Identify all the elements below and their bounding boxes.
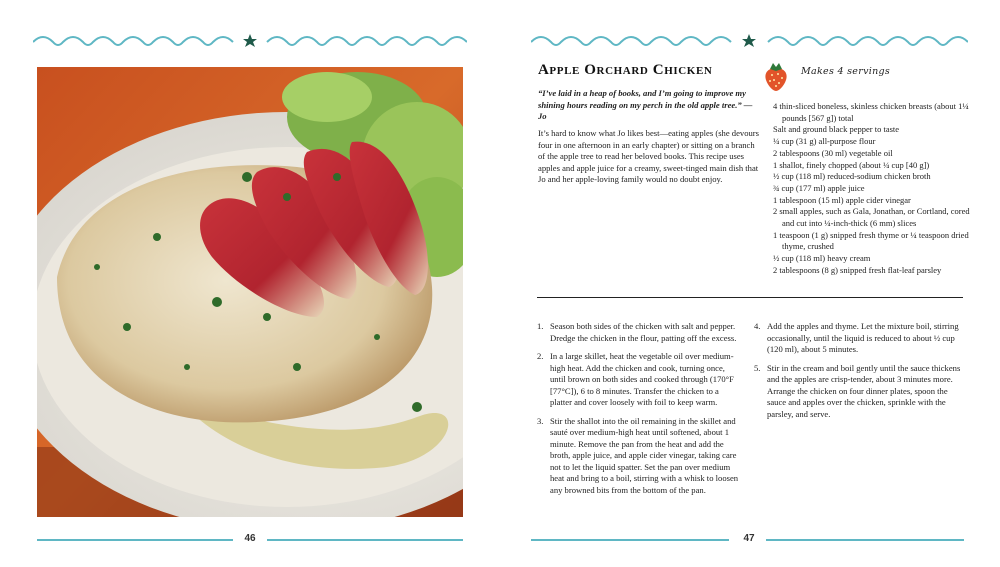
ingredient-item: ½ cup (118 ml) reduced-sodium chicken broth [773,171,931,182]
step-text: Add the apples and thyme. Let the mixture boil, stirring occasionally, until the liquid is reduced to about ½ cup (120 ml), about 5 minutes. [767,321,959,354]
step-text: Stir the shallot into the oil remaining in the skillet and sauté over medium-high heat until softened, about 1 minute. Remove the pan from the heat and add the broth, apple juice, and apple cider vinegar, taking care not to let the liquid spatter. Set the pan over medium heat and bring to a boil, stirring with a whisk to loosen any browned bits from the bottom of the pan. [550,415,739,495]
footer-rule-right-a [531,539,729,541]
ingredient-list [773,101,973,277]
ingredient-item: ½ cup (118 ml) heavy cream [773,253,871,264]
ingredient-item: 1 shallot, finely chopped (about ¼ cup [40 g]) [773,159,930,170]
ingredient-item: ¼ cup (31 g) all-purpose flour [773,136,876,147]
swirl-ornament-icon [33,30,467,52]
ingredient-item: ¾ cup (177 ml) apple juice [773,182,865,193]
recipe-intro: It’s hard to know what Jo likes best—eating apples (she devours four in one afternoon in an early chapter) or sitting on a branch of the apple tree to read her beloved books. This recipe uses apples and apple juice for a creamy, sweet-tinged main dish that Jo and her apple-loving family would no doubt enjoy. [538,128,760,185]
footer-rule-right-b [766,539,964,541]
swirl-ornament-icon [531,30,968,52]
step-text: In a large skillet, heat the vegetable oil over medium-high heat. Add the chicken and cook, turning once, until brown on both sides and cooked through (170°F [77°C]), 6 to 8 minutes. Transfer the chicken to a platter and cover loosely with foil to keep warm. [550,351,734,407]
ingredient-item: 1 teaspoon (1 g) snipped fresh thyme or ¼ teaspoon dried thyme, crushed [773,229,969,252]
instruction-step [754,321,964,356]
recipe-quote: “I’ve laid in a heap of books, and I’m going to improve my shining hours reading on my perch in the old apple tree.” —Jo [538,88,753,121]
step-text: Season both sides of the chicken with salt and pepper. Dredge the chicken in the flour, patting off the excess. [550,321,737,343]
instruction-step [537,351,742,409]
step-number: 3. [537,415,544,426]
instruction-column-1 [537,321,742,503]
step-number: 4. [754,321,761,331]
instruction-step [537,416,742,497]
instruction-column-2 [754,321,964,427]
page-number-left: 46 [244,533,256,544]
ingredient-item: 1 tablespoon (15 ml) apple cider vinegar [773,194,911,205]
ingredient-item: 2 tablespoons (30 ml) vegetable oil [773,147,893,158]
ingredient-item: 4 thin-sliced boneless, skinless chicken breasts (about 1¼ pounds [567 g]) total [773,101,969,123]
instruction-step [537,321,742,344]
ingredient-item: Salt and ground black pepper to taste [773,124,900,135]
page-number-right: 47 [743,533,755,544]
step-number: 5. [754,362,761,373]
recipe-title: Apple Orchard Chicken [538,62,713,78]
ingredient-item: 2 tablespoons (8 g) snipped fresh flat-leaf parsley [773,264,942,275]
ingredient-item: 2 small apples, such as Gala, Jonathan, or Cortland, cored and cut into ¼-inch-thick (6 mm) slices [773,206,970,229]
right-page [500,0,1000,567]
footer-rule-left-b [267,539,463,541]
step-number: 1. [537,321,544,331]
footer-rule-left-a [37,539,233,541]
chicken-dish-photo [37,67,463,517]
servings-label: Makes 4 servings [801,66,891,77]
instruction-step [754,363,964,421]
step-text: Stir in the cream and boil gently until the sauce thickens and the apples are crisp-tender, about 3 minutes more. Arrange the chicken on four dinner plates, spoon the sauce and apples over the chicken, sprinkle with the parsley, and serve. [767,362,961,419]
strawberry-icon [763,60,789,92]
step-number: 2. [537,351,544,361]
section-divider [537,297,963,298]
